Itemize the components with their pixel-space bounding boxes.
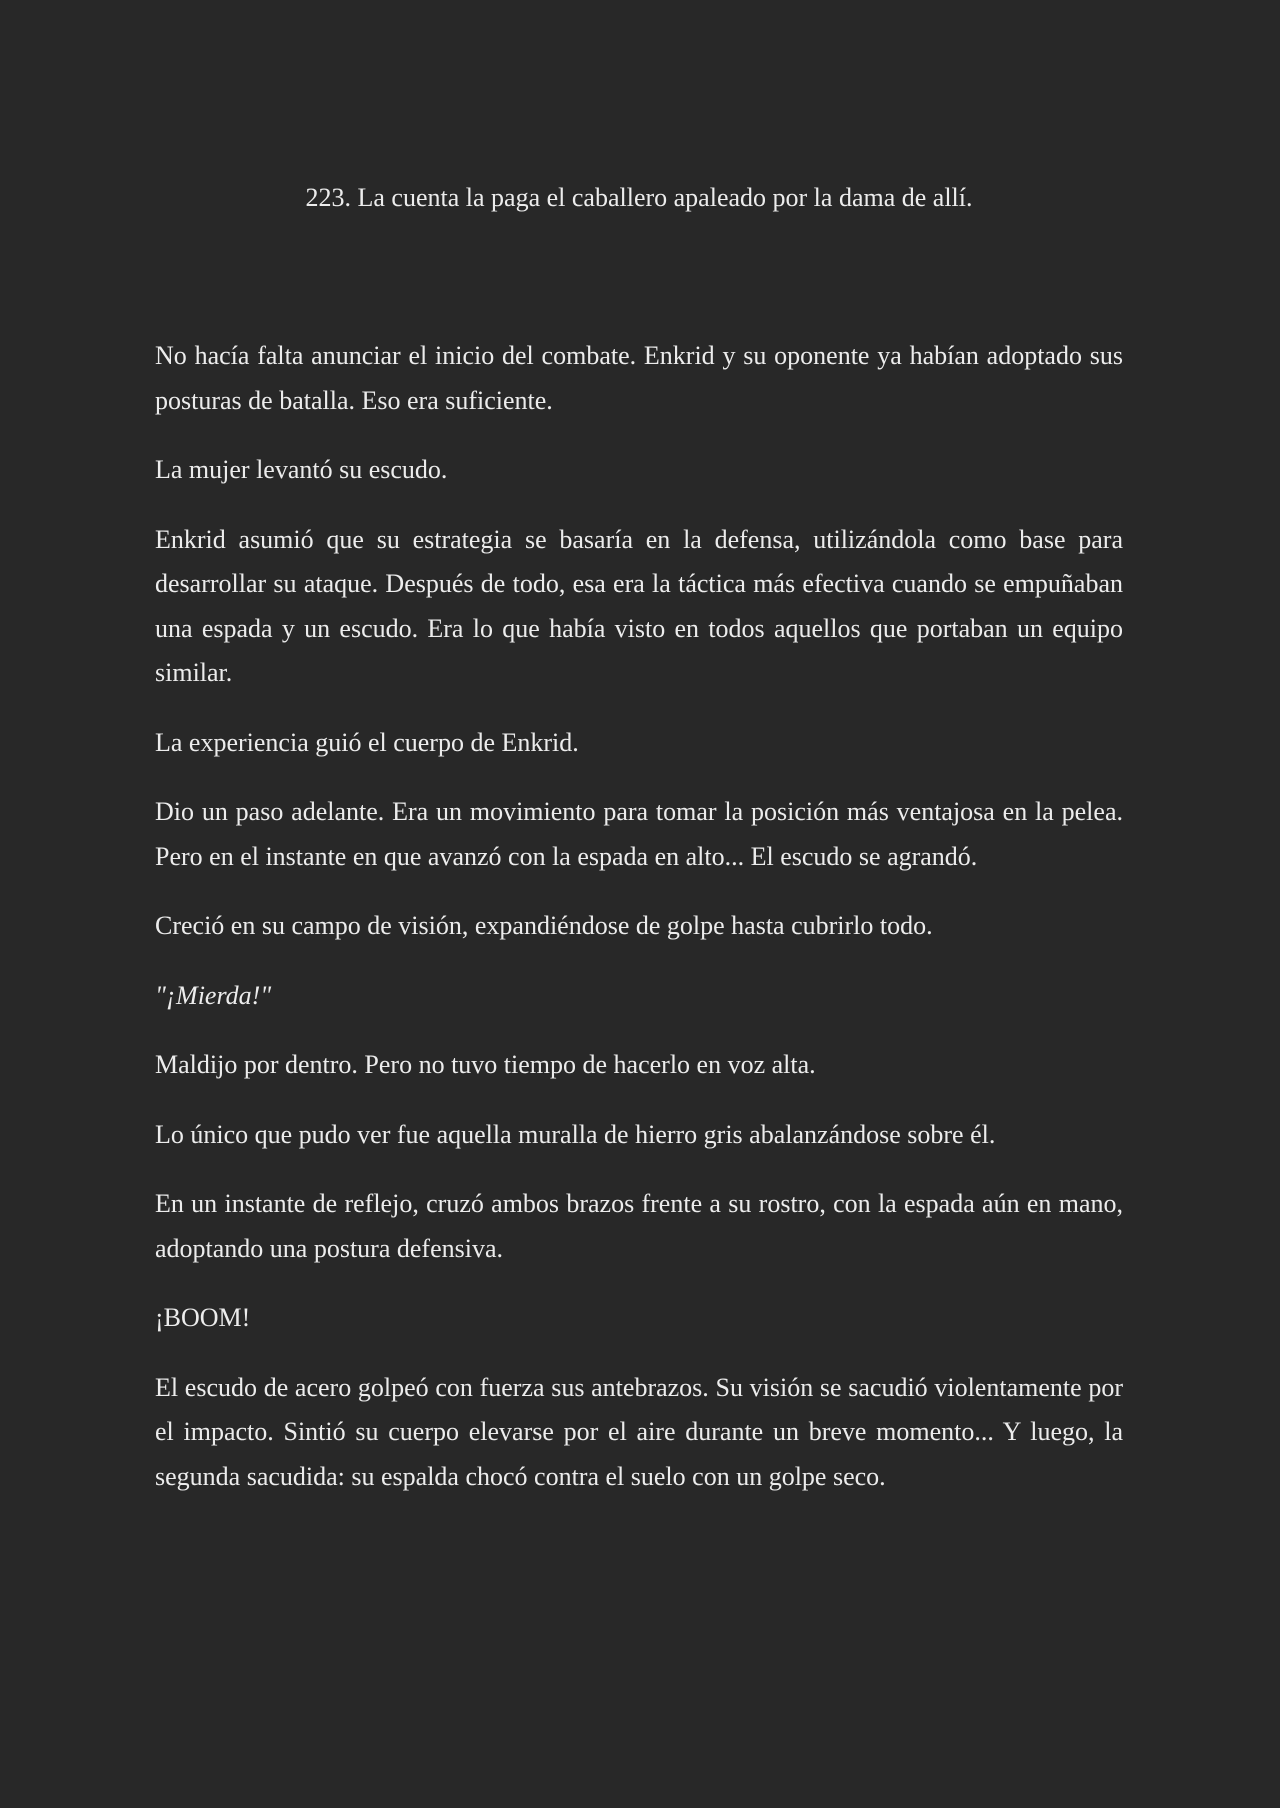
paragraph: En un instante de reflejo, cruzó ambos brazos frente a su rostro, con la espada aún en mano, adoptando una postura defensiva.: [155, 1189, 1123, 1263]
paragraph: ¡BOOM!: [155, 1303, 251, 1332]
chapter-body: [155, 334, 1123, 1524]
paragraph: No hacía falta anunciar el inicio del combate. Enkrid y su oponente ya habían adoptado sus posturas de batalla. Eso era suficiente.: [155, 341, 1123, 415]
paragraph: Creció en su campo de visión, expandiéndose de golpe hasta cubrirlo todo.: [155, 911, 933, 940]
paragraph: Dio un paso adelante. Era un movimiento para tomar la posición más ventajosa en la pelea. Pero en el instante en que avanzó con la espada en alto... El escudo se agrandó.: [155, 797, 1123, 871]
paragraph: Enkrid asumió que su estrategia se basaría en la defensa, utilizándola como base para desarrollar su ataque. Después de todo, esa era la táctica más efectiva cuando se empuñaban una espada y un escudo. Era lo que había visto en todos aquellos que portaban un equipo similar.: [155, 524, 1123, 687]
paragraph: El escudo de acero golpeó con fuerza sus antebrazos. Su visión se sacudió violentamente por el impacto. Sintió su cuerpo elevarse por el aire durante un breve momento... Y luego, la segunda sacudida: su espalda chocó contra el suelo con un golpe seco.: [155, 1372, 1123, 1491]
thought-paragraph: "¡Mierda!": [155, 980, 272, 1010]
chapter-title: 223. La cuenta la paga el caballero apaleado por la dama de allí.: [305, 183, 973, 212]
paragraph: La mujer levantó su escudo.: [155, 455, 448, 484]
paragraph: La experiencia guió el cuerpo de Enkrid.: [155, 727, 579, 757]
paragraph: Lo único que pudo ver fue aquella muralla de hierro gris abalanzándose sobre él.: [155, 1119, 996, 1149]
paragraph: Maldijo por dentro. Pero no tuvo tiempo de hacerlo en voz alta.: [155, 1050, 816, 1079]
